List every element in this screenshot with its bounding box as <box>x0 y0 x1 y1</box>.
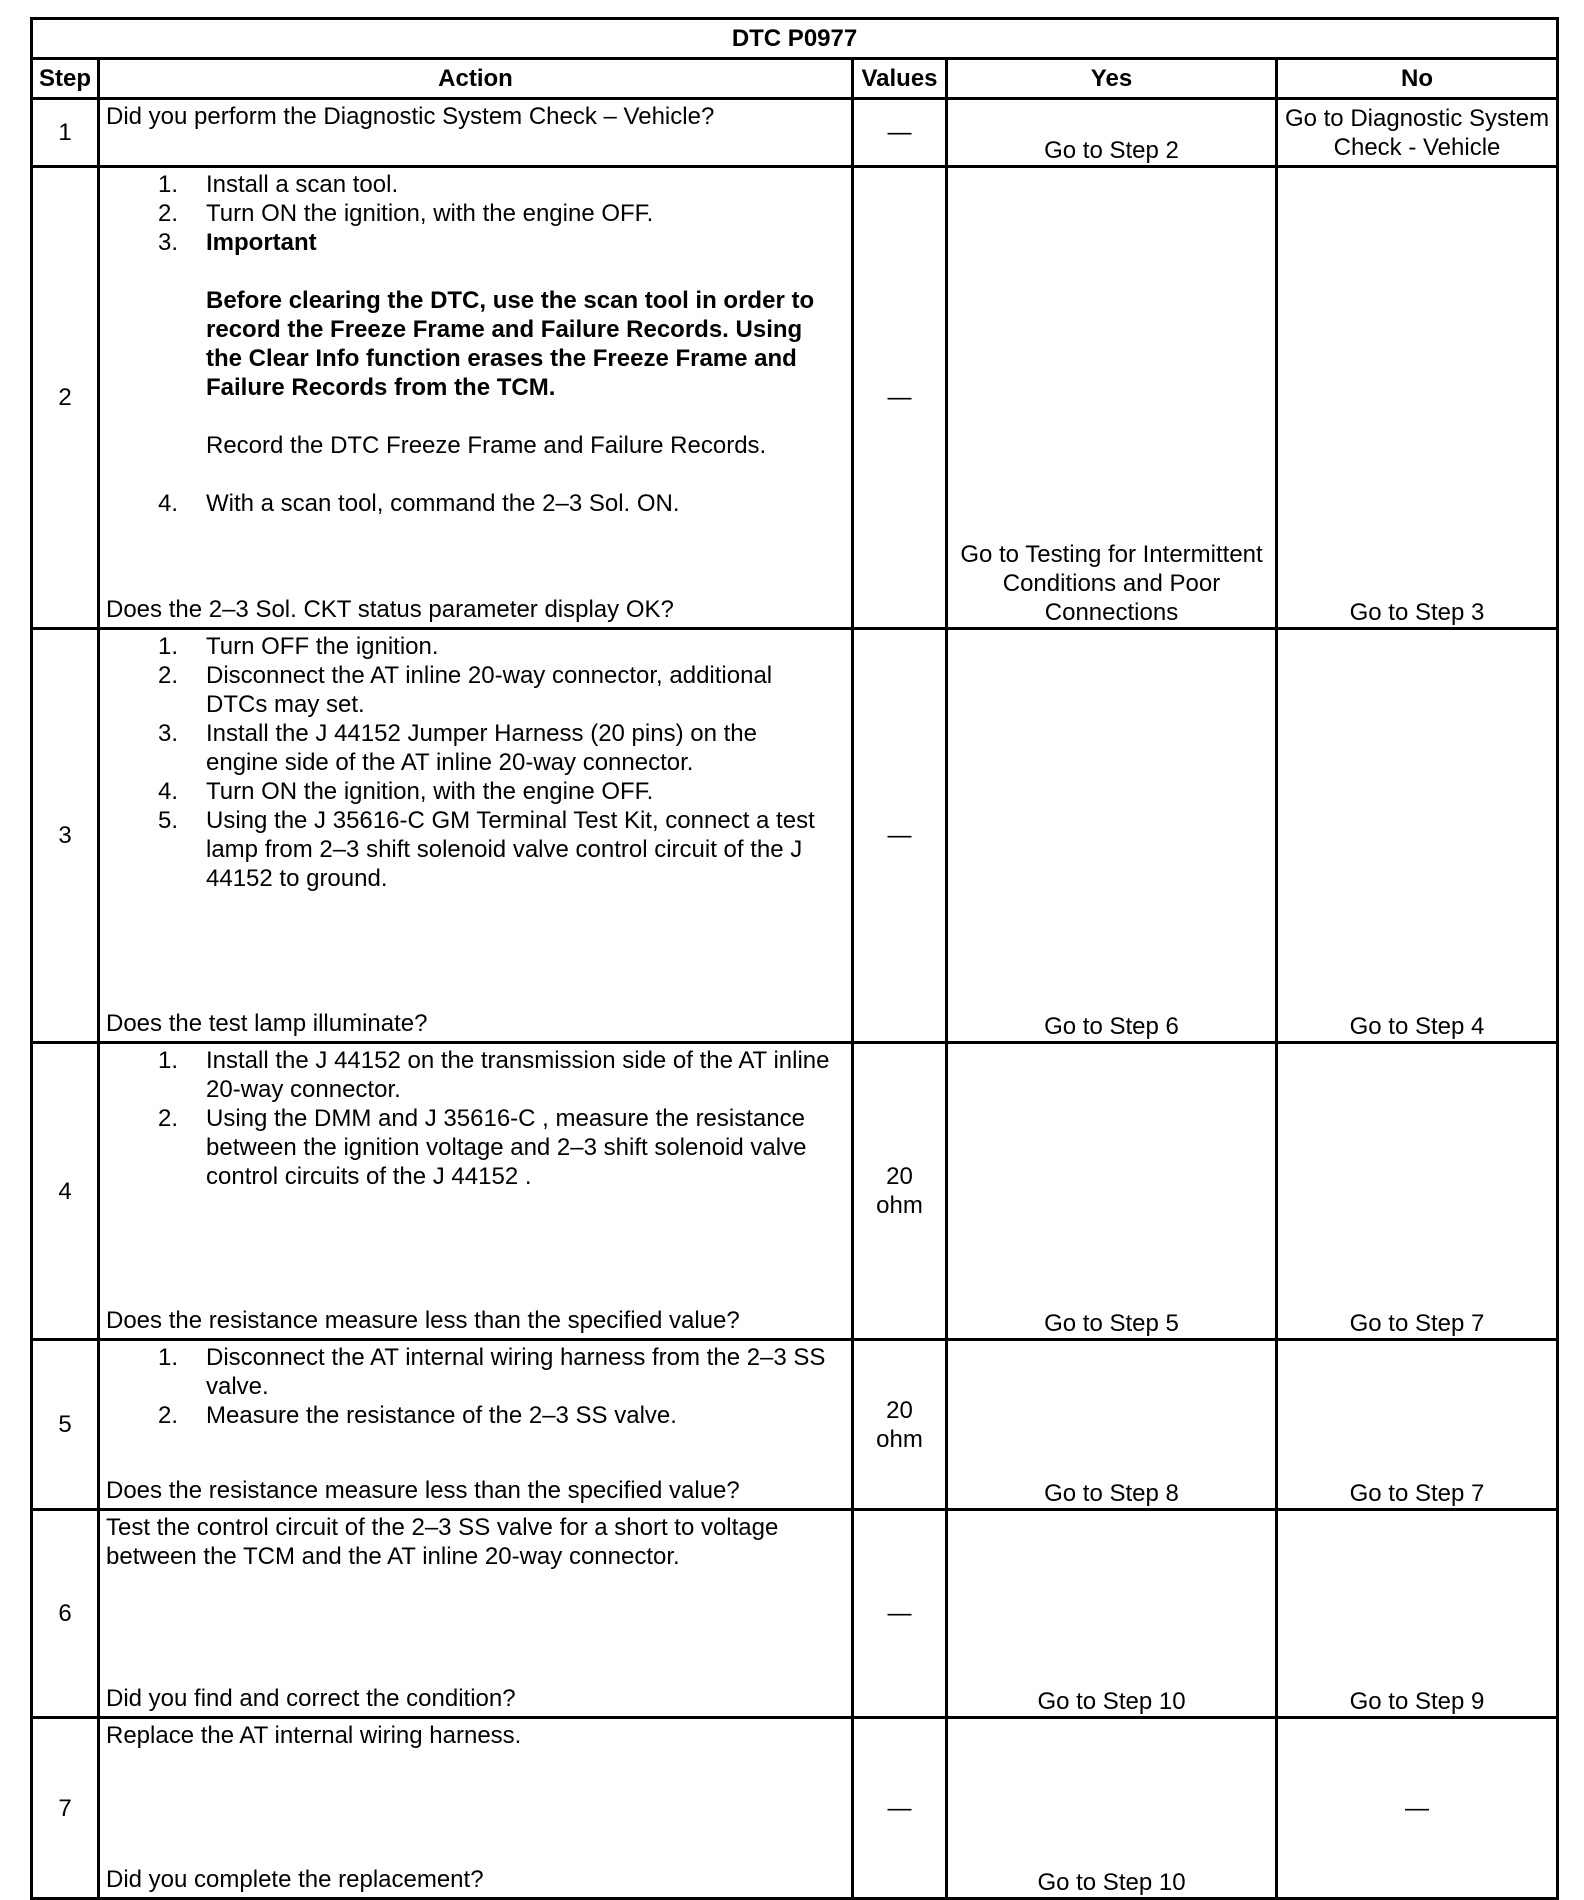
list-item: 2. Measure the resistance of the 2–3 SS valve. <box>157 1402 677 1429</box>
value-cell: — <box>853 629 947 1043</box>
header-values: Values <box>853 59 947 99</box>
value-cell: — <box>853 167 947 629</box>
value-unit: ohm <box>876 1192 923 1219</box>
record-note: Record the DTC Freeze Frame and Failure Records. <box>206 432 767 459</box>
no-cell: Go to Step 7 <box>1277 1043 1558 1340</box>
list-item: 3. Install the J 44152 Jumper Harness (20 pins) on the engine side of the AT inline 20-way connector. <box>157 720 757 776</box>
action-text: Test the control circuit of the 2–3 SS valve for a short to voltage between the TCM and the AT inline 20-way connector. <box>106 1514 779 1570</box>
no-cell: Go to Step 3 <box>1277 167 1558 629</box>
table-row <box>32 1043 1558 1340</box>
table-row <box>32 167 1558 629</box>
list-item: 2. Turn ON the ignition, with the engine OFF. <box>157 200 654 227</box>
action-cell <box>99 1340 853 1510</box>
value-cell: — <box>853 1510 947 1718</box>
header-row <box>32 59 1558 99</box>
list-item: 2. Disconnect the AT inline 20-way connector, additional DTCs may set. <box>157 662 773 718</box>
step-number: 6 <box>32 1510 99 1718</box>
table-title: DTC P0977 <box>32 19 1558 59</box>
list-item: 4. With a scan tool, command the 2–3 Sol. ON. <box>157 490 680 517</box>
value-cell <box>853 1340 947 1510</box>
yes-cell: Go to Step 8 <box>947 1340 1277 1510</box>
table-row <box>32 1340 1558 1510</box>
step-number: 7 <box>32 1718 99 1899</box>
list-item: 4. Turn ON the ignition, with the engine OFF. <box>157 778 654 805</box>
no-cell: Go to Step 7 <box>1277 1340 1558 1510</box>
step-number: 5 <box>32 1340 99 1510</box>
action-question: Does the 2–3 Sol. CKT status parameter display OK? <box>106 596 674 623</box>
step-number: 1 <box>32 99 99 167</box>
yes-cell: Go to Step 5 <box>947 1043 1277 1340</box>
action-question: Did you perform the Diagnostic System Check – Vehicle? <box>106 103 715 130</box>
action-text: Replace the AT internal wiring harness. <box>106 1722 522 1749</box>
header-action: Action <box>99 59 853 99</box>
action-cell <box>99 1510 853 1718</box>
action-cell <box>99 167 853 629</box>
value-cell: — <box>853 1718 947 1899</box>
table-row <box>32 1718 1558 1899</box>
action-cell <box>99 1043 853 1340</box>
no-cell: Go to Diagnostic System Check - Vehicle <box>1277 99 1558 167</box>
important-note: Before clearing the DTC, use the scan tool in order to record the Freeze Frame and Failure Records. Using the Clear Info function erases the Freeze Frame and Failure Records from the TCM. <box>206 287 815 401</box>
title-row <box>32 19 1558 59</box>
action-cell <box>99 99 853 167</box>
action-question: Does the resistance measure less than the specified value? <box>106 1477 740 1504</box>
header-no: No <box>1277 59 1558 99</box>
step-number: 4 <box>32 1043 99 1340</box>
list-item: 1. Turn OFF the ignition. <box>157 633 439 660</box>
action-question: Does the resistance measure less than the specified value? <box>106 1307 740 1334</box>
list-item: 1. Install the J 44152 on the transmission side of the AT inline 20-way connector. <box>157 1047 830 1103</box>
value-unit: ohm <box>876 1425 923 1453</box>
value-cell <box>853 1043 947 1340</box>
yes-cell: Go to Step 6 <box>947 629 1277 1043</box>
action-question: Did you complete the replacement? <box>106 1866 484 1893</box>
list-item: 2. Using the DMM and J 35616-C , measure the resistance between the ignition voltage and 2–3 shift solenoid valve control circuits of the J 44152 . <box>157 1105 807 1190</box>
list-item: 5. Using the J 35616-C GM Terminal Test Kit, connect a test lamp from 2–3 shift solenoid valve control circuit of the J 44152 to ground. <box>157 807 815 892</box>
value-cell: — <box>853 99 947 167</box>
table-row <box>32 1510 1558 1718</box>
yes-cell: Go to Step 2 <box>947 99 1277 167</box>
step-number: 3 <box>32 629 99 1043</box>
list-item: 3. Important <box>157 229 317 256</box>
no-cell: Go to Step 9 <box>1277 1510 1558 1718</box>
action-question: Does the test lamp illuminate? <box>106 1010 428 1037</box>
action-cell <box>99 629 853 1043</box>
action-question: Did you find and correct the condition? <box>106 1685 516 1712</box>
list-item: 1. Disconnect the AT internal wiring harness from the 2–3 SS valve. <box>157 1344 826 1400</box>
dtc-table <box>30 17 1559 1900</box>
value-number: 20 <box>886 1163 913 1190</box>
header-step: Step <box>32 59 99 99</box>
yes-cell: Go to Testing for Intermittent Conditions and Poor Connections <box>947 167 1277 629</box>
header-yes: Yes <box>947 59 1277 99</box>
yes-cell: Go to Step 10 <box>947 1718 1277 1899</box>
no-cell: — <box>1277 1718 1558 1899</box>
no-cell: Go to Step 4 <box>1277 629 1558 1043</box>
value-number: 20 <box>886 1396 913 1424</box>
table-row <box>32 629 1558 1043</box>
table-row <box>32 99 1558 167</box>
step-number: 2 <box>32 167 99 629</box>
action-cell <box>99 1718 853 1899</box>
list-item: 1. Install a scan tool. <box>157 171 399 198</box>
yes-cell: Go to Step 10 <box>947 1510 1277 1718</box>
